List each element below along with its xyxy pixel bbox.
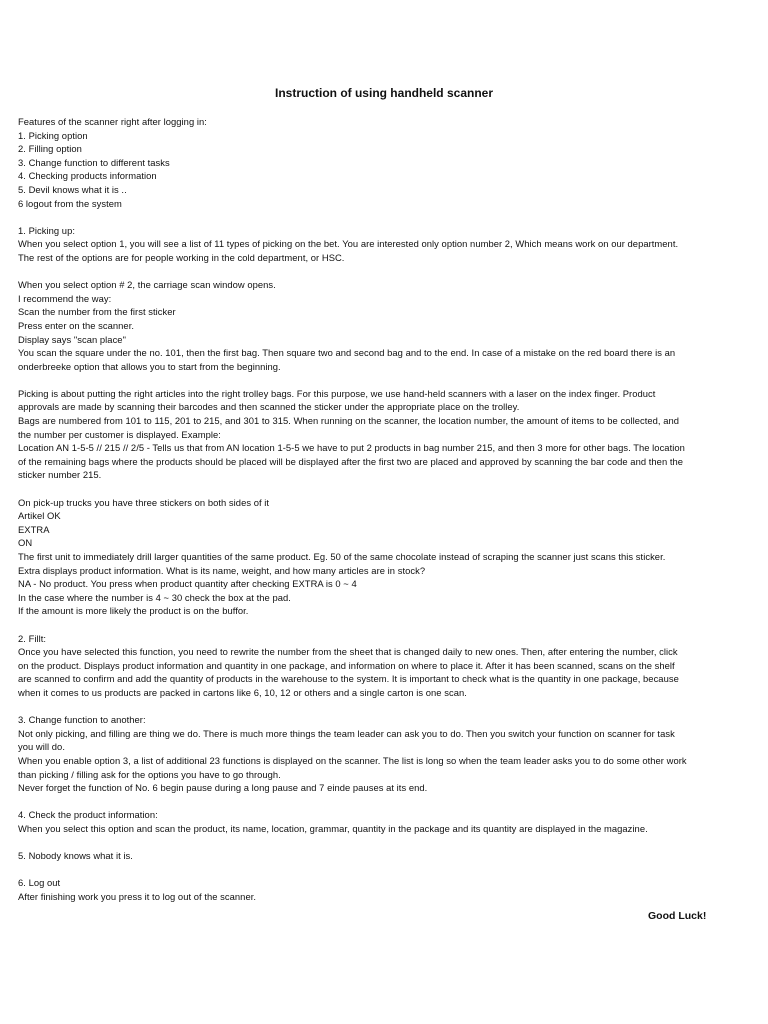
text-line: I recommend the way: bbox=[18, 292, 112, 304]
paragraph-gap bbox=[18, 373, 758, 387]
paragraph-gap bbox=[18, 210, 758, 224]
text-line: are scanned to confirm and add the quantity of products in the warehouse to the system. It is important to check what is the quantity in one package, because bbox=[18, 673, 679, 685]
paragraph bbox=[18, 876, 758, 903]
text-line: 4. Check the product information: bbox=[18, 809, 158, 821]
text-line: Picking is about putting the right articles into the right trolley bags. For this purpose, we use hand-held scanners with a laser on the index finger. Product bbox=[18, 387, 656, 399]
text-line: Artikel OK bbox=[18, 510, 61, 522]
text-line: 6. Log out bbox=[18, 877, 61, 889]
text-line: sticker number 215. bbox=[18, 469, 102, 481]
paragraph-gap bbox=[18, 863, 758, 877]
text-line: 2. Filling option bbox=[18, 143, 82, 155]
text-line: The first unit to immediately drill larger quantities of the same product. Eg. 50 of the same chocolate instead of scraping the scanner just scans this sticker. bbox=[18, 551, 666, 562]
paragraph bbox=[18, 387, 758, 482]
text-line: 1. Picking option bbox=[18, 129, 88, 141]
text-line: Press enter on the scanner. bbox=[18, 319, 135, 331]
text-line: On pick-up trucks you have three stickers on both sides of it bbox=[18, 496, 270, 508]
text-line: Extra displays product information. What is its name, weight, and how many articles are in stock? bbox=[18, 564, 426, 576]
text-line: After finishing work you press it to log out of the scanner. bbox=[18, 890, 257, 902]
paragraph bbox=[18, 808, 758, 835]
paragraph bbox=[18, 278, 758, 373]
text-line: ON bbox=[18, 537, 33, 549]
text-line: 5. Devil knows what it is .. bbox=[18, 183, 127, 195]
text-line: If the amount is more likely the product is on the buffor. bbox=[18, 605, 249, 617]
text-line: When you enable option 3, a list of additional 23 functions is displayed on the scanner. The list is long so when the team leader asks you to do some other work bbox=[18, 754, 687, 766]
text-line: You scan the square under the no. 101, then the first bag. Then square two and second bag and to the end. In case of a mistake on the red board there is an bbox=[18, 347, 676, 359]
paragraph bbox=[18, 713, 758, 795]
paragraph-gap bbox=[18, 618, 758, 632]
text-line: Once you have selected this function, you need to rewrite the number from the sheet that is changed daily to new ones. Then, after entering the number, click bbox=[18, 646, 678, 658]
text-line: When you select option 1, you will see a list of 11 types of picking on the bet. You are interested only option number 2, Which means work on our department. bbox=[18, 238, 679, 250]
text-line: the number per customer is displayed. Example: bbox=[18, 428, 221, 440]
text-line: Location AN 1-5-5 // 215 // 2/5 - Tells us that from AN location 1-5-5 we have to put 2 products in bag number 215, and then 3 more for other bags. The location bbox=[18, 442, 685, 454]
paragraph-gap bbox=[18, 835, 758, 849]
text-line: 1. Picking up: bbox=[18, 224, 75, 236]
paragraph bbox=[18, 849, 758, 863]
text-line: Features of the scanner right after logging in: bbox=[18, 116, 207, 127]
paragraph bbox=[18, 224, 758, 265]
text-line: 5. Nobody knows what it is. bbox=[18, 850, 133, 862]
paragraph-gap bbox=[18, 482, 758, 496]
text-line: In the case where the number is 4 ~ 30 check the box at the pad. bbox=[18, 591, 291, 603]
text-line: onderbreeke option that allows you to start from the beginning. bbox=[18, 360, 281, 372]
paragraph bbox=[18, 496, 758, 618]
closing-text: Good Luck! bbox=[648, 910, 707, 922]
text-line: on the product. Displays product information and quantity in one package, and information on where to place it. After it has been scanned, scans on the shelf bbox=[18, 659, 675, 671]
text-line: Scan the number from the first sticker bbox=[18, 306, 176, 318]
text-line: of the remaining bags where the products should be placed will be displayed after the first two are placed and approved by scanning the bar code and then the bbox=[18, 455, 684, 467]
text-line: EXTRA bbox=[18, 523, 50, 535]
text-line: The rest of the options are for people working in the cold department, or HSC. bbox=[18, 251, 345, 263]
paragraph bbox=[18, 632, 758, 700]
text-line: than picking / filling ask for the options you have to go through. bbox=[18, 768, 281, 780]
text-line: When you select option # 2, the carriage scan window opens. bbox=[18, 279, 276, 291]
paragraph-gap bbox=[18, 795, 758, 809]
text-line: Not only picking, and filling are thing we do. There is much more things the team leader can ask you to do. Then you switch your function on scanner for task bbox=[18, 727, 675, 739]
text-line: NA - No product. You press when product quantity after checking EXTRA is 0 ~ 4 bbox=[18, 578, 357, 590]
paragraph bbox=[18, 115, 758, 210]
text-line: 3. Change function to different tasks bbox=[18, 156, 170, 168]
text-line: Display says "scan place" bbox=[18, 333, 126, 345]
paragraph-gap bbox=[18, 265, 758, 279]
document-body bbox=[18, 115, 758, 903]
text-line: When you select this option and scan the product, its name, location, grammar, quantity in the package and its quantity are displayed in the magazine. bbox=[18, 822, 648, 834]
text-line: Never forget the function of No. 6 begin pause during a long pause and 7 einde pauses at its end. bbox=[18, 782, 428, 794]
text-line: 6 logout from the system bbox=[18, 197, 122, 209]
text-line: approvals are made by scanning their barcodes and then scanned the sticker under the appropriate place on the trolley. bbox=[18, 401, 520, 413]
page-title: Instruction of using handheld scanner bbox=[274, 86, 493, 100]
text-line: Bags are numbered from 101 to 115, 201 to 215, and 301 to 315. When running on the scanner, the location number, the amount of items to be collected, and bbox=[18, 415, 680, 427]
text-line: you will do. bbox=[18, 741, 65, 753]
text-line: 2. Fillt: bbox=[18, 632, 47, 644]
text-line: when it comes to us products are packed in cartons like 6, 10, 12 or others and a single carton is one scan. bbox=[18, 686, 467, 698]
text-line: 3. Change function to another: bbox=[18, 714, 146, 726]
paragraph-gap bbox=[18, 700, 758, 714]
text-line: 4. Checking products information bbox=[18, 170, 157, 182]
